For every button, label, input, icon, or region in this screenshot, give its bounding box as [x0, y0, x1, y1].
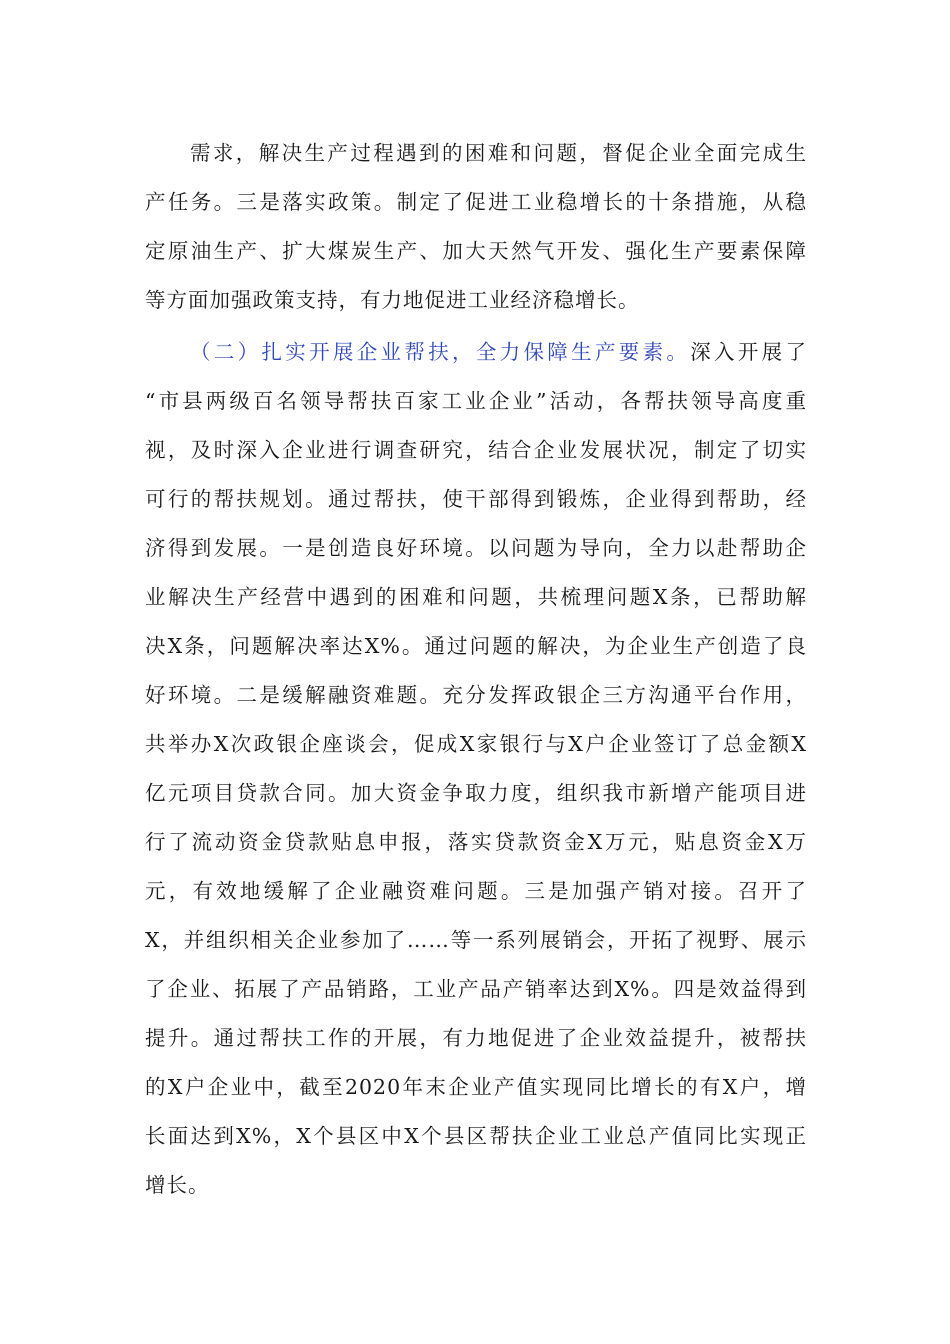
section-heading: （二）扎实开展企业帮扶，全力保障生产要素。: [190, 340, 691, 364]
paragraph2-line-17: 长面达到X%，X个县区中X个县区帮扶企业工业总产值同比实现正: [145, 1124, 807, 1148]
paragraph1-line-4: 等方面加强政策支持，有力地促进工业经济稳增长。: [145, 288, 640, 312]
paragraph2-line-15: 提升。通过帮扶工作的开展，有力地促进了企业效益提升，被帮扶: [145, 1026, 807, 1050]
paragraph2-line-11: 行了流动资金贷款贴息申报，落实贷款资金X万元，贴息资金X万: [145, 830, 807, 854]
paragraph1-line-2: 产任务。三是落实政策。制定了促进工业稳增长的十条措施，从稳: [145, 190, 807, 214]
paragraph2-line-8: 好环境。二是缓解融资难题。充分发挥政银企三方沟通平台作用，: [145, 683, 807, 707]
paragraph2-line-10: 亿元项目贷款合同。加大资金争取力度，组织我市新增产能项目进: [145, 781, 807, 805]
paragraph1-line-3: 定原油生产、扩大煤炭生产、加大天然气开发、强化生产要素保障: [145, 239, 807, 263]
paragraph2-line-7: 决X条，问题解决率达X%。通过问题的解决，为企业生产创造了良: [145, 634, 807, 658]
paragraph2-line-9: 共举办X次政银企座谈会，促成X家银行与X户企业签订了总金额X: [145, 732, 807, 756]
paragraph2-line-1-rest: 深入开展了: [690, 340, 807, 364]
paragraph2-line-4: 可行的帮扶规划。通过帮扶，使干部得到锻炼，企业得到帮助，经: [145, 487, 807, 511]
paragraph2-line-2: “市县两级百名领导帮扶百家工业企业”活动，各帮扶领导高度重: [145, 389, 807, 413]
paragraph2-line-5: 济得到发展。一是创造良好环境。以问题为导向，全力以赴帮助企: [145, 536, 807, 560]
paragraph2-line-12: 元，有效地缓解了企业融资难问题。三是加强产销对接。召开了: [145, 879, 807, 903]
paragraph2-line-16: 的X户企业中，截至2020年末企业产值实现同比增长的有X户，增: [145, 1075, 807, 1099]
paragraph2-line-13: X，并组织相关企业参加了……等一系列展销会，开拓了视野、展示: [145, 928, 807, 952]
paragraph2-line-14: 了企业、拓展了产品销路，工业产品产销率达到X%。四是效益得到: [145, 977, 807, 1001]
paragraph1-line-1: 需求，解决生产过程遇到的困难和问题，督促企业全面完成生: [190, 141, 807, 165]
paragraph2-line-18: 增长。: [145, 1173, 210, 1197]
paragraph2-line-3: 视，及时深入企业进行调查研究，结合企业发展状况，制定了切实: [145, 438, 807, 462]
paragraph2-line-1: [190, 334, 807, 370]
paragraph2-line-6: 业解决生产经营中遇到的困难和问题，共梳理问题X条，已帮助解: [145, 585, 807, 609]
